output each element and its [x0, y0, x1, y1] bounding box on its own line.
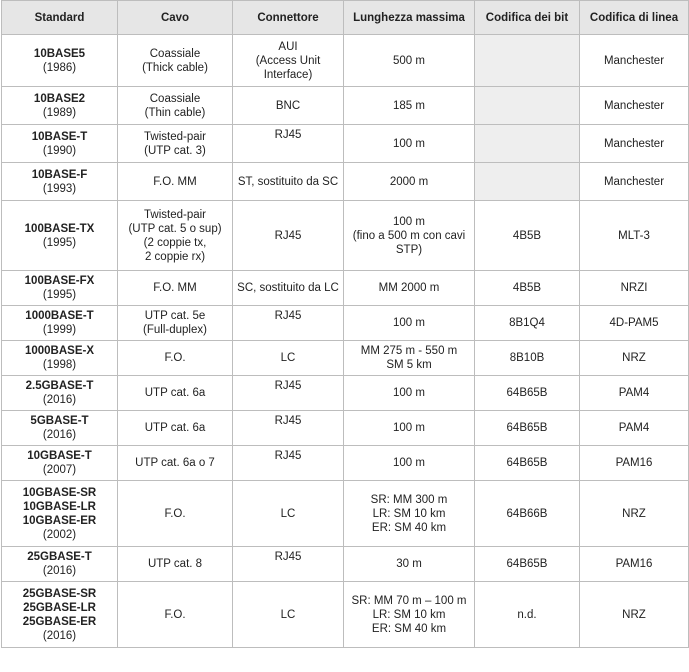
standard-name: 25GBASE-ER — [22, 615, 97, 628]
cavo-line: F.O. — [164, 507, 186, 520]
lunghezza-line: 100 m — [393, 457, 425, 469]
cell-standard — [2, 376, 118, 411]
standard-name: 25GBASE-T — [27, 551, 92, 563]
cell-cavo — [118, 547, 233, 582]
connettore-line: RJ45 — [274, 229, 302, 242]
cell-standard — [2, 411, 118, 446]
cell-lunghezza — [344, 481, 475, 547]
cell-cavo — [118, 481, 233, 547]
cell-standard — [2, 547, 118, 582]
cell-cavo — [118, 271, 233, 306]
connettore-line: BNC — [275, 99, 301, 112]
standard-year: (2007) — [42, 464, 77, 476]
header-cavo: Cavo — [118, 1, 233, 35]
cell-codifica-bit: 4B5B — [475, 201, 580, 271]
cell-codifica-linea: PAM4 — [580, 376, 689, 411]
header-codifica-linea: Codifica di linea — [580, 1, 689, 35]
standard-name: 25GBASE-LR — [23, 601, 96, 614]
lunghezza-line: 100 m — [393, 215, 425, 228]
cell-connettore — [233, 446, 344, 481]
lunghezza-line: SR: MM 300 m — [370, 493, 448, 506]
standard-year: (1993) — [42, 182, 77, 195]
cell-codifica-bit: 64B65B — [475, 376, 580, 411]
cell-connettore — [233, 35, 344, 87]
cell-cavo — [118, 35, 233, 87]
connettore-line: RJ45 — [274, 380, 302, 392]
cell-codifica-bit: 4B5B — [475, 271, 580, 306]
ethernet-standards-table — [1, 0, 689, 648]
lunghezza-line: 100 m — [393, 317, 425, 329]
cell-cavo — [118, 582, 233, 648]
lunghezza-line: MM 275 m - 550 m — [360, 345, 458, 357]
standard-year: (1995) — [42, 289, 77, 301]
lunghezza-line: 30 m — [396, 558, 422, 570]
connettore-line: Interface) — [263, 68, 313, 81]
standard-name: 1000BASE-X — [24, 345, 95, 357]
header-row — [2, 1, 689, 35]
standard-name: 10GBASE-T — [27, 450, 92, 462]
cell-connettore — [233, 87, 344, 125]
cell-connettore — [233, 582, 344, 648]
cell-codifica-bit: n.d. — [475, 582, 580, 648]
cell-lunghezza — [344, 306, 475, 341]
cavo-line: UTP cat. 5e — [144, 310, 206, 322]
cavo-line: Coassiale — [149, 47, 201, 60]
cell-lunghezza — [344, 87, 475, 125]
cavo-line: (Thick cable) — [142, 61, 208, 74]
cell-codifica-linea: PAM16 — [580, 446, 689, 481]
standard-year: (1998) — [42, 359, 77, 371]
cavo-line: (UTP cat. 3) — [144, 144, 206, 157]
cell-cavo — [118, 163, 233, 201]
cell-standard — [2, 306, 118, 341]
table-row — [2, 376, 689, 411]
table-row — [2, 201, 689, 271]
lunghezza-line: SM 5 km — [386, 359, 432, 371]
cell-codifica-linea: Manchester — [580, 87, 689, 125]
cell-codifica-bit — [475, 163, 580, 201]
cavo-line: UTP cat. 6a — [144, 387, 206, 399]
table-row — [2, 306, 689, 341]
cell-cavo — [118, 87, 233, 125]
cell-lunghezza — [344, 35, 475, 87]
connettore-line: ST, sostituito da SC — [237, 175, 339, 188]
cell-standard — [2, 125, 118, 163]
connettore-line: LC — [280, 507, 296, 520]
lunghezza-line: LR: SM 10 km — [372, 507, 446, 520]
cell-codifica-bit — [475, 125, 580, 163]
cell-codifica-linea: NRZI — [580, 271, 689, 306]
cell-codifica-bit: 64B65B — [475, 547, 580, 582]
standard-name: 10BASE2 — [33, 92, 86, 105]
cell-codifica-bit: 64B65B — [475, 411, 580, 446]
cell-standard — [2, 271, 118, 306]
table-row — [2, 341, 689, 376]
cavo-line: (2 coppie tx, — [143, 236, 207, 249]
cell-cavo — [118, 125, 233, 163]
table-row — [2, 163, 689, 201]
standard-year: (2016) — [42, 629, 77, 642]
cell-lunghezza — [344, 376, 475, 411]
cell-codifica-linea: PAM16 — [580, 547, 689, 582]
standard-year: (1995) — [42, 236, 77, 249]
header-connettore: Connettore — [233, 1, 344, 35]
table-row — [2, 87, 689, 125]
cell-codifica-linea: Manchester — [580, 125, 689, 163]
standard-name: 1000BASE-T — [25, 310, 94, 322]
cell-cavo — [118, 411, 233, 446]
cavo-line: (Thin cable) — [144, 106, 206, 119]
table-row — [2, 125, 689, 163]
standard-name: 10GBASE-LR — [23, 500, 96, 513]
cell-codifica-bit — [475, 35, 580, 87]
cell-connettore — [233, 341, 344, 376]
standard-name: 10GBASE-SR — [22, 486, 97, 499]
cell-standard — [2, 582, 118, 648]
cell-connettore — [233, 271, 344, 306]
cell-codifica-linea: PAM4 — [580, 411, 689, 446]
cell-standard — [2, 163, 118, 201]
cell-codifica-linea: 4D-PAM5 — [580, 306, 689, 341]
lunghezza-line: 100 m — [393, 137, 425, 150]
connettore-line: (Access Unit — [255, 54, 321, 67]
cell-codifica-bit: 8B1Q4 — [475, 306, 580, 341]
lunghezza-line: LR: SM 10 km — [372, 608, 446, 621]
cell-cavo — [118, 201, 233, 271]
table-row — [2, 481, 689, 547]
cell-connettore — [233, 376, 344, 411]
cell-standard — [2, 446, 118, 481]
standard-name: 10BASE-T — [31, 130, 88, 143]
cell-lunghezza — [344, 201, 475, 271]
connettore-line: RJ45 — [274, 415, 302, 427]
cell-cavo — [118, 376, 233, 411]
cavo-line: (Full-duplex) — [143, 324, 207, 336]
standard-year: (1986) — [42, 61, 77, 74]
cavo-line: F.O. — [164, 352, 186, 364]
standard-year: (2002) — [42, 528, 77, 541]
cell-standard — [2, 87, 118, 125]
lunghezza-line: 100 m — [393, 387, 425, 399]
cell-connettore — [233, 125, 344, 163]
cell-connettore — [233, 201, 344, 271]
cell-codifica-bit: 8B10B — [475, 341, 580, 376]
cell-codifica-linea: NRZ — [580, 582, 689, 648]
cell-codifica-bit — [475, 87, 580, 125]
standard-year: (1999) — [42, 324, 77, 336]
standard-name: 10BASE-F — [31, 168, 88, 181]
cavo-line: Twisted-pair — [144, 208, 206, 221]
cell-connettore — [233, 547, 344, 582]
standard-year: (1989) — [42, 106, 77, 119]
header-codifica-bit: Codifica dei bit — [475, 1, 580, 35]
cell-standard — [2, 201, 118, 271]
standard-name: 5GBASE-T — [30, 415, 89, 427]
cell-connettore — [233, 481, 344, 547]
table-row — [2, 446, 689, 481]
cell-codifica-bit: 64B66B — [475, 481, 580, 547]
cavo-line: Twisted-pair — [144, 130, 206, 143]
cell-lunghezza — [344, 547, 475, 582]
table-row — [2, 582, 689, 648]
lunghezza-line: 2000 m — [389, 175, 429, 188]
cell-connettore — [233, 411, 344, 446]
cell-cavo — [118, 306, 233, 341]
cell-standard — [2, 341, 118, 376]
lunghezza-line: SR: MM 70 m – 100 m — [351, 594, 467, 607]
lunghezza-line: ER: SM 40 km — [371, 622, 447, 635]
table-row — [2, 547, 689, 582]
table-row — [2, 411, 689, 446]
lunghezza-line: 500 m — [393, 54, 425, 67]
cell-standard — [2, 35, 118, 87]
standard-name: 25GBASE-SR — [22, 587, 97, 600]
cell-standard — [2, 481, 118, 547]
cavo-line: Coassiale — [149, 92, 201, 105]
standard-year: (2016) — [42, 394, 77, 406]
lunghezza-line: ER: SM 40 km — [371, 521, 447, 534]
cell-codifica-linea: Manchester — [580, 163, 689, 201]
standard-name: 10GBASE-ER — [22, 514, 97, 527]
cell-lunghezza — [344, 271, 475, 306]
standard-year: (2016) — [42, 429, 77, 441]
cell-cavo — [118, 446, 233, 481]
cell-cavo — [118, 341, 233, 376]
standard-name: 100BASE-FX — [24, 275, 95, 287]
cell-codifica-linea: MLT-3 — [580, 201, 689, 271]
connettore-line: SC, sostituito da LC — [237, 282, 339, 294]
cavo-line: F.O. — [164, 608, 186, 621]
standard-year: (1990) — [42, 144, 77, 157]
cell-lunghezza — [344, 582, 475, 648]
lunghezza-line: (fino a 500 m con cavi — [352, 229, 466, 242]
cell-codifica-linea: NRZ — [580, 481, 689, 547]
cavo-line: F.O. MM — [153, 175, 197, 188]
cell-lunghezza — [344, 411, 475, 446]
table-row — [2, 271, 689, 306]
lunghezza-line: STP) — [395, 243, 423, 256]
connettore-line: RJ45 — [274, 129, 302, 141]
connettore-line: RJ45 — [274, 551, 302, 563]
connettore-line: RJ45 — [274, 450, 302, 462]
cell-codifica-linea: Manchester — [580, 35, 689, 87]
header-standard: Standard — [2, 1, 118, 35]
lunghezza-line: 100 m — [393, 422, 425, 434]
table-row — [2, 35, 689, 87]
standard-name: 2.5GBASE-T — [25, 380, 94, 392]
cell-lunghezza — [344, 163, 475, 201]
standard-year: (2016) — [42, 565, 77, 577]
connettore-line: LC — [280, 608, 296, 621]
cell-lunghezza — [344, 446, 475, 481]
lunghezza-line: 185 m — [393, 99, 425, 112]
lunghezza-line: MM 2000 m — [378, 282, 440, 294]
connettore-line: AUI — [278, 40, 298, 53]
cell-codifica-linea: NRZ — [580, 341, 689, 376]
cavo-line: (UTP cat. 5 o sup) — [128, 222, 222, 235]
header-lunghezza: Lunghezza massima — [344, 1, 475, 35]
cell-lunghezza — [344, 341, 475, 376]
standard-name: 100BASE-TX — [24, 222, 95, 235]
cell-codifica-bit: 64B65B — [475, 446, 580, 481]
connettore-line: RJ45 — [274, 310, 302, 322]
connettore-line: LC — [280, 352, 296, 364]
cavo-line: UTP cat. 6a o 7 — [135, 457, 215, 469]
standard-name: 10BASE5 — [33, 47, 86, 60]
cavo-line: 2 coppie rx) — [144, 250, 206, 263]
cavo-line: F.O. MM — [153, 282, 197, 294]
cavo-line: UTP cat. 8 — [147, 558, 203, 570]
cavo-line: UTP cat. 6a — [144, 422, 206, 434]
cell-connettore — [233, 163, 344, 201]
cell-connettore — [233, 306, 344, 341]
cell-lunghezza — [344, 125, 475, 163]
